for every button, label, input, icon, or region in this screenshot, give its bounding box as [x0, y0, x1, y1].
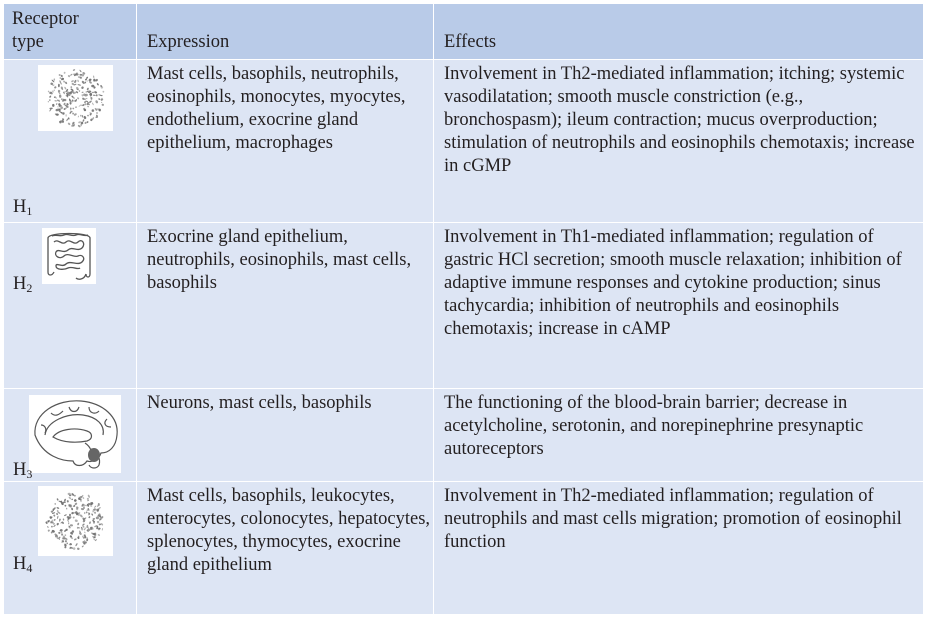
header-effects: Effects [434, 4, 924, 60]
histamine-receptor-table [3, 3, 924, 615]
cell-speck [84, 527, 87, 530]
table-row-h3 [4, 389, 924, 482]
cell-speck [77, 79, 79, 82]
cell-speck [86, 538, 88, 541]
cell-speck [66, 114, 67, 117]
cell-speck [90, 527, 92, 530]
cell-speck [82, 497, 84, 499]
expression-cell: Mast cells, basophils, neutrophils, eosinophils, monocytes, myocytes, endothelium, exocrine gland epithelium, macrophages [137, 60, 434, 223]
cell-speck [82, 115, 84, 118]
cell-speck [57, 106, 59, 107]
cell-speck [73, 505, 76, 508]
cell-speck [94, 79, 98, 82]
header-expression: Expression [137, 4, 434, 60]
cell-speck [87, 106, 89, 108]
cell-speck [77, 84, 81, 86]
cell-speck [83, 116, 87, 120]
cell-speck [56, 507, 59, 509]
cell-speck [87, 500, 89, 502]
expression-cell: Neurons, mast cells, basophils [137, 389, 434, 482]
cell-cluster-image [38, 486, 113, 556]
cell-speck [51, 526, 53, 528]
cell-speck [92, 518, 95, 520]
cell-speck [86, 80, 87, 82]
cell-speck [67, 122, 70, 125]
cell-speck [66, 542, 67, 544]
cell-speck [49, 516, 52, 519]
cell-speck [102, 528, 104, 531]
cell-speck [81, 80, 85, 84]
cell-speck [63, 80, 65, 83]
cell-speck [98, 94, 100, 95]
effects-cell: Involvement in Th2-mediated inflammation; regulation of neutrophils and mast cells migration; promotion of eosinophil function [434, 482, 924, 615]
table-row-h4 [4, 482, 924, 615]
cell-speck [60, 531, 62, 533]
header-receptor-line1: Receptor [12, 9, 79, 29]
cell-speck [77, 547, 80, 550]
cell-speck [71, 512, 74, 515]
cell-speck [49, 107, 53, 109]
cell-speck [68, 522, 69, 524]
cell-speck [72, 107, 74, 109]
cell-speck [56, 103, 58, 105]
cell-speck [73, 499, 77, 503]
cell-speck [71, 508, 73, 511]
cell-speck [65, 540, 68, 543]
cell-speck [72, 112, 74, 114]
effects-cell: The functioning of the blood-brain barrier; decrease in acetylcholine, serotonin, and norepinephrine presynaptic autoreceptors [434, 389, 924, 482]
cell-speck [82, 523, 85, 526]
cell-speck [94, 91, 98, 94]
cell-speck [52, 104, 54, 107]
cell-speck [86, 87, 89, 90]
cell-speck [84, 531, 86, 533]
cell-speck [64, 499, 66, 502]
cell-speck [87, 115, 89, 117]
cell-speck [79, 90, 81, 92]
cell-speck [79, 69, 82, 72]
cell-speck [92, 109, 95, 112]
cell-speck [92, 92, 95, 94]
header-receptor-line2: type [12, 32, 44, 52]
cell-speck [77, 522, 80, 525]
receptor-cell [4, 223, 137, 389]
cell-speck [69, 94, 71, 96]
cell-speck [68, 496, 71, 499]
table-row-h2 [4, 223, 924, 389]
cell-speck [71, 498, 73, 500]
cell-speck [63, 71, 66, 74]
cell-speck [70, 74, 73, 77]
cell-speck [53, 514, 56, 517]
cell-speck [77, 97, 80, 100]
intestine-image [42, 228, 96, 284]
cell-speck [74, 538, 77, 541]
cell-speck [53, 524, 56, 527]
brain-image [29, 395, 121, 473]
cell-speck [49, 99, 51, 101]
receptor-label: $H_1$ [13, 197, 33, 218]
cell-speck [54, 100, 57, 102]
receptor-label: $H_3$ [13, 460, 33, 481]
cell-speck [61, 533, 64, 536]
cell-speck [101, 104, 104, 106]
cell-speck [60, 529, 64, 532]
receptor-label: $H_4$ [13, 554, 33, 575]
cell-speck [101, 102, 103, 103]
cell-speck [53, 78, 55, 81]
cell-speck [75, 106, 77, 108]
cell-speck [56, 513, 58, 515]
cell-speck [64, 505, 66, 507]
cell-speck [59, 77, 61, 78]
cell-speck [47, 526, 49, 528]
cell-speck [82, 526, 85, 528]
cell-speck [72, 516, 75, 519]
cell-speck [98, 534, 101, 536]
cell-speck [98, 98, 100, 100]
cell-speck [73, 113, 77, 116]
cell-speck [102, 91, 104, 93]
cell-speck [65, 81, 68, 84]
cell-speck [70, 107, 72, 109]
cell-speck [70, 86, 72, 88]
cell-speck [77, 125, 80, 128]
cell-speck [90, 505, 92, 507]
cell-speck [88, 516, 91, 519]
cell-speck [87, 494, 90, 498]
cell-speck [53, 519, 56, 521]
cell-speck [94, 505, 97, 508]
table-row-h1 [4, 60, 924, 223]
cell-speck [96, 83, 99, 86]
cell-speck [85, 505, 87, 507]
cell-speck [87, 121, 89, 123]
cell-speck [59, 94, 62, 98]
cell-speck [56, 498, 58, 501]
cell-speck [80, 115, 82, 117]
cell-speck [62, 537, 66, 540]
header-row [4, 4, 924, 60]
cell-speck [57, 516, 59, 520]
cell-speck [86, 537, 87, 539]
cell-speck [91, 513, 93, 516]
expression-cell: Exocrine gland epithelium, neutrophils, eosinophils, mast cells, basophils [137, 223, 434, 389]
cell-speck [54, 86, 57, 89]
effects-cell: Involvement in Th1-mediated inflammation; regulation of gastric HCl secretion; smooth muscle relaxation; inhibition of adaptive immune responses and cytokine production; sinus tachycardia; inhibition of neutrophils and eosinophils chemotaxis; increase in cAMP [434, 223, 924, 389]
cell-speck [48, 101, 50, 103]
cell-speck [84, 512, 86, 514]
expression-cell: Mast cells, basophils, leukocytes, enterocytes, colonocytes, hepatocytes, splenocytes, thymocytes, exocrine gland epithelium [137, 482, 434, 615]
cell-speck [85, 81, 87, 83]
cell-speck [71, 80, 74, 83]
effects-cell: Involvement in Th2-mediated inflammation; itching; systemic vasodilatation; smooth muscle constriction (e.g., bronchospasm); ileum contraction; mucus overproduction; stimulation of neutrophils and eosinophils chemotaxis; increase in cGMP [434, 60, 924, 223]
cell-speck [81, 545, 84, 547]
cell-speck [66, 508, 67, 510]
cell-cluster-image [38, 65, 113, 131]
cell-speck [78, 115, 80, 117]
cell-speck [90, 97, 93, 100]
cell-speck [73, 69, 76, 71]
cell-speck [58, 84, 60, 87]
cell-speck [99, 523, 102, 525]
cell-speck [54, 503, 56, 505]
cell-speck [86, 98, 88, 100]
cell-speck [89, 92, 93, 96]
cell-speck [82, 92, 84, 93]
cell-speck [70, 524, 73, 526]
cell-speck [47, 529, 50, 532]
cell-speck [64, 86, 67, 89]
receptor-label: $H_2$ [13, 274, 33, 295]
cell-speck [69, 514, 71, 517]
cell-speck [67, 75, 70, 78]
receptor-cell [4, 482, 137, 615]
receptor-cell [4, 60, 137, 223]
cell-speck [67, 500, 70, 503]
cell-speck [92, 102, 94, 105]
cell-speck [82, 119, 84, 122]
cell-speck [58, 90, 61, 93]
cell-speck [81, 86, 84, 89]
cell-speck [64, 534, 66, 536]
cell-speck [86, 511, 88, 513]
cell-speck [96, 94, 98, 96]
cell-speck [58, 532, 60, 534]
cell-speck [75, 543, 78, 547]
cell-speck [74, 502, 77, 505]
cell-speck [64, 546, 67, 549]
header-receptor-type [4, 4, 137, 60]
cell-speck [87, 498, 90, 501]
cell-speck [53, 89, 55, 91]
cell-speck [95, 100, 99, 104]
cell-speck [64, 514, 67, 516]
cell-speck [59, 74, 61, 76]
receptor-cell [4, 389, 137, 482]
cell-speck [96, 112, 98, 114]
cell-speck [96, 520, 99, 523]
cell-speck [89, 521, 91, 524]
cell-speck [93, 75, 95, 78]
cell-speck [63, 518, 65, 521]
cell-speck [96, 517, 99, 520]
cell-speck [79, 514, 83, 518]
cell-speck [74, 519, 78, 522]
cell-speck [51, 519, 53, 521]
cell-speck [93, 95, 96, 96]
